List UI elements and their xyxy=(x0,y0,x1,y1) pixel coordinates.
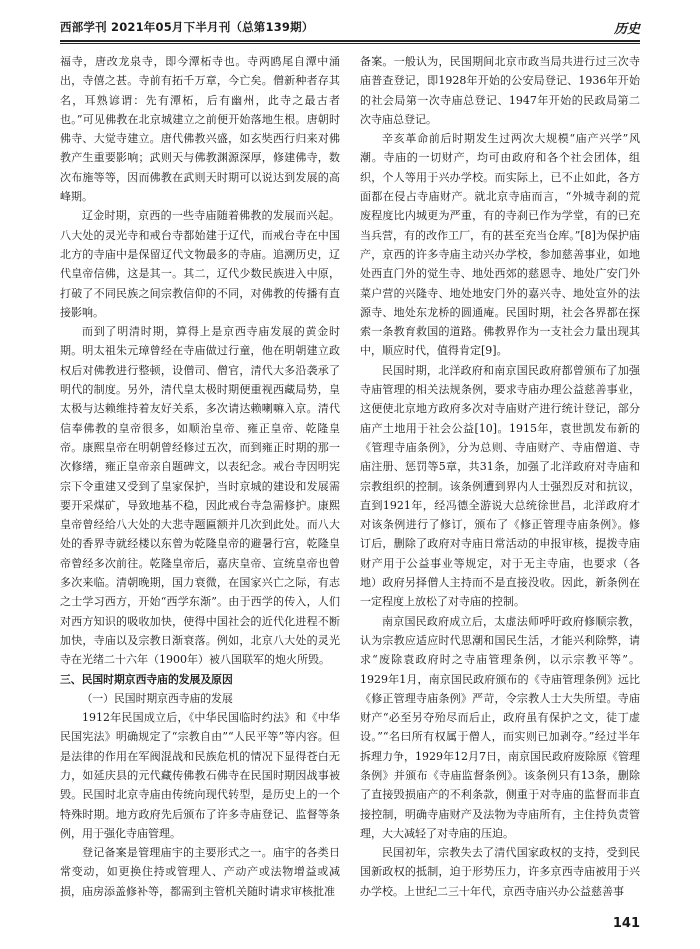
paragraph: 登记备案是管理庙宇的主要形式之一。庙宇的各类日常变动，如更换住持或管理人、产动产或法物增益或减损，庙房添盖修补等，都需到主管机关随时请求审核批准 xyxy=(60,846,340,898)
paragraph: 南京国民政府成立后，太虚法师呼吁政府修顺宗教，认为宗教应适应时代思潮和国民生活，才能兴利除弊，请求“废除袁政府时之寺庙管理条例，以示宗教平等”。1929年1月，南京国民政府颁布的《寺庙管理条例》远比《修正管理寺庙条例》严苛，令宗教人士大失所望。寺庙财产“必至另夺殆尽而后止，政府虽有保护之文，徒丁虚设。”“名曰所有权属于僧人，而实则已加剥夺。”经过半年拆理力争，1929年12月7日，南京国民政府废除原《管理条例》并颁布《寺庙监督条例》。该条例只有13条，删除了直接毁损庙产的不利条款，侧重于对寺庙的监督而非直接控制，明确寺庙财产及法物为寺庙所有，主住持负责管理，大大减轻了对寺庙的压迫。 xyxy=(360,614,640,840)
section-label: 历史 xyxy=(613,21,640,37)
paragraph: 而到了明清时期，算得上是京西寺庙发展的黄金时期。明太祖朱元璋曾经在寺庙做过行童，他在明朝建立政权后对佛教进行整顿，设僧司、僧官，清代大多沿袭承了明代的制度。另外，清代皇太极时期便重视西藏局势，皇太极与达赖维持着友好关系，多次请达赖喇嘛入京。清代信奉佛教的皇帝很多，如顺治皇帝、雍正皇帝、乾隆皇帝。康熙皇帝在明朝曾经修过五次，而到雍正时期的那一次修缮，雍正皇帝亲自题碑文，以表纪念。戒台寺因明宪宗下令重建又受到了皇家保护，当时京城的建设和发展需要开采煤矿，导致地基不稳，因此戒台寺急需修护。康熙皇帝曾经给八大处的大悲寺题匾额并几次到此处。而八大处的香界寺就经楼以东曾为乾隆皇帝的避暑行宫，乾隆皇帝曾经多次前往。乾隆皇帝后，嘉庆皇帝、宣统皇帝也曾多次来临。清朝晚期，国力衰微，在国家兴亡之际，有志之士学习西方，开始“西学东渐”。由于西学的传入，人们对西方知识的吸收加快，使得中国社会的近代化进程不断加快，寺庙以及宗教日渐衰落。例如，北京八大处的灵光寺在光绪二十六年（1900年）被八国联军的炮火所毁。 xyxy=(60,325,340,667)
paragraph: 民国初年，宗教失去了清代国家政权的支持，受到民国新政权的抵制，迫于形势压力，许多京西寺庙被用于兴办学校。上世纪二三十年代，京西寺庙兴办公益慈善事 xyxy=(360,846,640,898)
journal-title: 西部学刊 2021年05月下半月刊（总第139期） xyxy=(60,20,314,34)
paragraph: 福寺，唐改龙泉寺，即今潭柘寺也。寺两鸥尾自潭中涌出，寺僖之甚。寺前有拓千万章，今亡矣。僧新种者存其名，耳熟谚谓：先有潭柘，后有幽州，此寺之最古者也。”可见佛教在北京城建立之前便开始落地生根。唐朝时佛寺、大觉寺建立。唐代佛教兴盛，如玄奘西行归来对佛教产生重要影响；武则天与佛教渊源深厚，修建佛寺，数次布施等等，因而佛教在武则天时期可以说达到发展的高峰期。 xyxy=(60,55,340,204)
right-column xyxy=(360,52,640,901)
left-column xyxy=(60,52,340,901)
paragraph: 辽金时期，京西的一些寺庙随着佛教的发展而兴起。八大处的灵光寺和戒台寺都始建于辽代，而戒台寺在中国北方的寺庙中是保留辽代文物最多的寺庙。追溯历史，辽代皇帝信佛，这是其一。其二，辽代少数民族进入中原，打破了不同民族之间宗教信仰的不同，对佛教的传播有直接影响。 xyxy=(60,209,340,319)
header-rule-thick xyxy=(60,40,640,42)
section-heading: 三、民国时期京西寺庙的发展及原因 xyxy=(60,672,233,686)
paragraph: 辛亥革命前后时期发生过两次大规模“庙产兴学”风潮。寺庙的一切财产，均可由政府和各个社会团体，组织，个人等用于兴办学校。而实际上，已不止如此，各方面都在侵占寺庙财产。就北京寺庙而言，“外城寺刹的荒废程度比内城更为严重，有的寺刹已作为学堂，有的已充当兵营，有的改作工厂，有的甚至充当仓库。”[8]为保护庙产，京西的许多寺庙主动兴办学校，参加慈善事业，如地处西直门外的觉生寺、地处西郊的慈恩寺、地处广安门外菜户营的兴隆寺、地处地安门外的嘉兴寺、地处宣外的法源寺、地处东龙桥的圆通庵。民国时期，社会各界都在探索一条教育救国的道路。佛教界作为一支社会力量出现其中，顺应时代，值得肯定[9]。 xyxy=(360,132,640,358)
paragraph: 备案。一般认为，民国期间北京市政当局共进行过三次寺庙普查登记，即1928年开始的公安局登记、1936年开始的社会局第一次寺庙总登记、1947年开始的民政局第二次寺庙总登记。 xyxy=(360,55,640,126)
page-number: 141 xyxy=(612,916,640,931)
subsection-heading: （一）民国时期京西寺庙的发展 xyxy=(81,691,233,705)
paragraph: 1912年民国成立后，《中华民国临时约法》和《中华民国宪法》明确规定了“宗教自由”“人民平等”等内容。但是法律的作用在军阀混战和民族危机的情况下显得苍白无力，如延庆县的元代藏传佛教石佛寺在民国时期因战事被毁。民国时北京寺庙由传统向现代转型，是历史上的一个特殊时期。地方政府先后颁布了许多寺庙登记、监督等条例，用于强化寺庙管理。 xyxy=(60,711,340,840)
running-header xyxy=(60,16,640,38)
header-rule-thin xyxy=(60,43,640,44)
paragraph: 民国时期，北洋政府和南京国民政府都曾颁布了加强寺庙管理的相关法规条例，要求寺庙办理公益慈善事业，这便使北京地方政府多次对寺庙财产进行统计登记，部分庙产土地用于社会公益[10]。1915年，袁世凯发布新的《管理寺庙条例》，分为总则、寺庙财产、寺庙僧道、寺庙注册、惩罚等5章，共31条，加强了北洋政府对寺庙和宗教组织的控制。该条例遭到界内人士强烈反对和抗议，直到1921年，经冯德全游说大总统徐世昌，北洋政府才对该条例进行了修订，颁布了《修正管理寺庙条例》。修订后，删除了政府对寺庙日常活动的申报审核，提拨寺庙财产用于公益事业等规定，对于无主寺庙，也要求（各地）政府另择僧人主持而不是直接没收。因此，新条例在一定程度上放松了对寺庙的控制。 xyxy=(360,363,640,609)
